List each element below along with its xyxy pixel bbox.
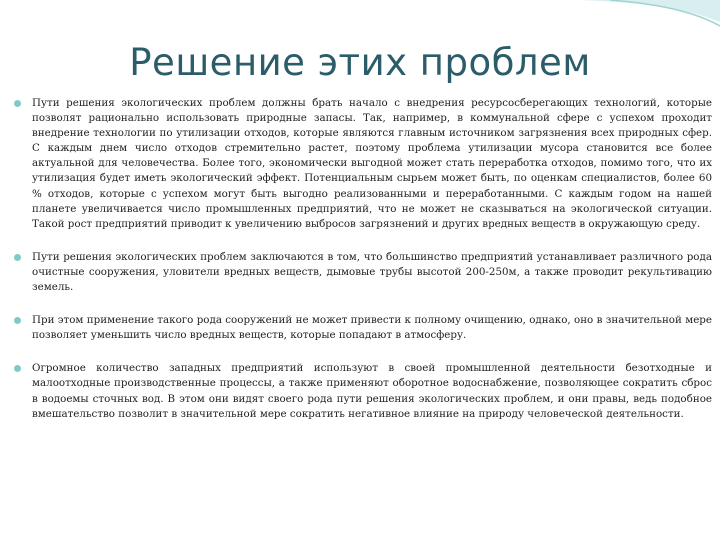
- bullet-dot-icon: [14, 254, 21, 261]
- bullet-text: Пути решения экологических проблем заключаются в том, что большинство предприятий устанавливает различного рода очистные сооружения, уловители вредных веществ, дымовые трубы высотой 200-250м, а также проводит рекультивацию земель.: [32, 250, 712, 294]
- slide-title: Решение этих проблем: [129, 41, 591, 84]
- bullet-dot-icon: [14, 100, 21, 107]
- bullet-dot-icon: [14, 317, 21, 324]
- bullet-dot-icon: [14, 365, 21, 372]
- bullet-item: [12, 313, 712, 343]
- bullet-item: [12, 250, 712, 295]
- corner-swoosh-decoration: [580, 0, 720, 30]
- bullet-text: Пути решения экологических проблем должны брать начало с внедрения ресурсосберегающих технологий, которые позволят рационально использовать природные запасы. Так, например, в коммунальной сфере с успехом проходит внедрение технологии по утилизации отходов, которые являются главным источником загрязнения всех природных сфер. С каждым днем число отходов стремительно растет, поэтому проблема утилизации мусора становится все более актуальной для человечества. Более того, экономически выгодной может стать переработка отходов, помимо того, что их утилизация будет иметь экологический эффект. Потенциальным сырьем может быть, по оценкам специалистов, более 60 % отходов, которые с успехом могут быть выгодно реализованными и переработанными. С каждым годом на нашей планете увеличивается число промышленных предприятий, что не может не сказываться на экологической ситуации. Такой рост предприятий приводит к увеличению выбросов загрязнений и других вредных веществ в окружающую среду.: [32, 97, 712, 230]
- bullet-text: При этом применение такого рода сооружений не может привести к полному очищению, однако, оно в значительной мере позволяет уменьшить число вредных веществ, которые попадают в атмосферу.: [32, 314, 712, 342]
- bullet-item: [12, 96, 712, 232]
- bullet-item: [12, 361, 712, 421]
- bullet-text: Огромное количество западных предприятий используют в своей промышленной деятельности безотходные и малоотходные производственные процессы, а также применяют оборотное водоснабжение, позволяющее сократить сброс в водоемы сточных вод. В этом они видят своего рода пути решения экологических проблем, и они правы, ведь подобное вмешательство позволит в значительной мере сократить негативное влияние на природу человеческой деятельности.: [32, 362, 712, 420]
- bullet-list: [12, 96, 712, 422]
